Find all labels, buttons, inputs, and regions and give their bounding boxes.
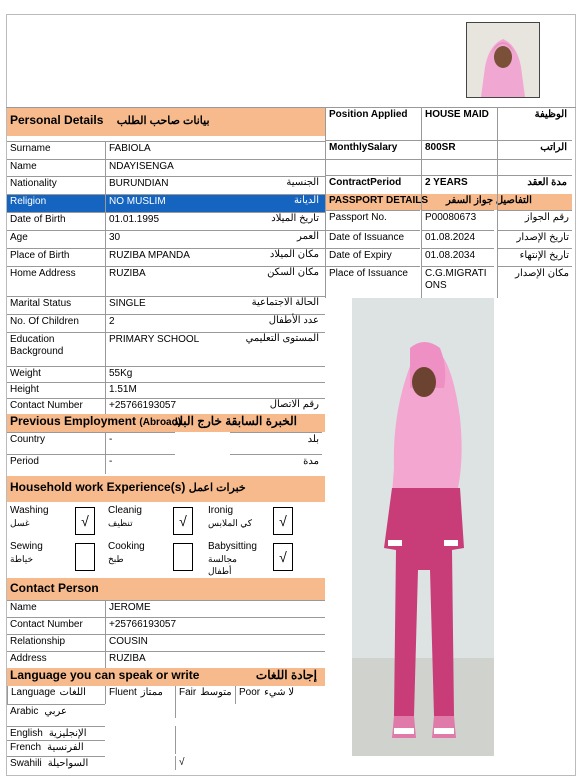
passport-row-label: Date of Issuance [326, 230, 420, 248]
passport-row-label: Passport No. [326, 210, 420, 230]
prev-employment-header [7, 414, 325, 432]
household-item-ar: طبخ [108, 554, 124, 564]
language-row-en: French [10, 742, 42, 753]
personal-header-label: Personal Details [10, 113, 104, 127]
position-applied-value: HOUSE MAID [425, 109, 489, 120]
language-col-en: Fair [179, 687, 197, 698]
personal-header-ar: بيانات صاحب الطلب [116, 115, 210, 127]
language-header [7, 668, 325, 686]
language-row-en: Swahili [10, 758, 42, 769]
personal-row-label: Nationality [7, 176, 105, 194]
personal-row-value: 30 [105, 230, 325, 248]
personal-row-label: No. Of Children [7, 314, 105, 332]
personal-row-value: 55Kg [105, 366, 325, 382]
language-row [7, 726, 105, 740]
position-applied-ar: الوظيفة [534, 109, 567, 120]
personal-row-label: Age [7, 230, 105, 248]
prev-employment-label: Previous Employment [10, 414, 137, 428]
passport-photo [466, 22, 540, 98]
passport-row-ar: تاريخ الإصدار [498, 230, 572, 248]
passport-row-label: Place of Issuance [326, 266, 420, 296]
prev-employment-ar: الخبرة السابقة خارج البلد [173, 414, 297, 428]
passport-row-value: 01.08.2034 [422, 248, 494, 266]
household-item-label: Sewing [10, 541, 43, 552]
contact-row-label: Address [7, 651, 105, 668]
personal-row-label: Contact Number [7, 398, 105, 414]
personal-row-value: BURUNDIAN [105, 176, 325, 194]
personal-row-value: NO MUSLIM [105, 194, 325, 212]
personal-row-value: FABIOLA [105, 141, 325, 159]
grid-divider [326, 159, 572, 160]
grid-divider [325, 108, 326, 298]
contact-row-value: COUSIN [105, 634, 325, 651]
personal-row-ar: الحالة الاجتماعية [251, 297, 319, 308]
household-item-ar: خياطة [10, 554, 34, 564]
personal-row-value: +25766193057 [105, 398, 325, 414]
language-mark [175, 704, 235, 718]
personal-row-ar: المستوى التعليمي [245, 333, 319, 344]
language-col-en: Language [11, 687, 56, 698]
language-col-header [235, 686, 325, 704]
passport-row-label: Date of Expiry [326, 248, 420, 266]
personal-row-value: SINGLE [105, 296, 325, 314]
personal-row-label: Height [7, 382, 105, 398]
language-col-en: Fluent [109, 687, 137, 698]
household-item-label: Babysitting [208, 541, 257, 552]
household-checkbox[interactable]: √ [173, 507, 193, 535]
household-item-label: Cooking [108, 541, 145, 552]
position-applied-label: Position Applied [329, 109, 408, 120]
grid-divider [421, 108, 422, 298]
personal-row-label: Name [7, 159, 105, 176]
language-col-ar: لا شيء [264, 687, 295, 698]
household-item-ar: غسل [10, 518, 30, 528]
language-col-ar: متوسط [200, 687, 232, 698]
prev-row-value: - [105, 432, 175, 454]
full-length-photo [352, 298, 494, 756]
contact-row-label: Relationship [7, 634, 105, 651]
personal-header [7, 108, 325, 136]
household-header [7, 476, 325, 502]
monthly-salary-label: MonthlySalary [329, 142, 398, 153]
contact-row-value: +25766193057 [105, 617, 325, 634]
language-row-en: Arabic [10, 706, 39, 717]
language-row [7, 704, 105, 726]
language-row [7, 740, 105, 754]
language-col-ar: اللغات [59, 687, 86, 698]
passport-row-ar: مكان الإصدار [498, 266, 572, 296]
household-checkbox[interactable]: √ [273, 507, 293, 535]
prev-row-label: Country [7, 432, 105, 454]
prev-row-ar: بلد [230, 432, 322, 454]
household-checkbox[interactable]: √ [273, 543, 293, 571]
personal-row-label: Surname [7, 141, 105, 159]
personal-row-label: Place of Birth [7, 248, 105, 266]
language-row [7, 756, 105, 770]
language-row-ar: عربي [44, 706, 67, 717]
personal-row-value: RUZIBA [105, 266, 325, 296]
language-header-ar: إجادة اللغات [255, 668, 317, 682]
household-item-label: Cleanig [108, 505, 142, 516]
personal-row-value: NDAYISENGA [105, 159, 325, 176]
personal-row-ar: الديانة [293, 195, 319, 206]
prev-row-label: Period [7, 454, 105, 474]
contract-period-value: 2 YEARS [425, 177, 468, 188]
contract-period-ar: مدة العقد [527, 177, 567, 188]
language-mark: √ [175, 756, 235, 770]
language-row-ar: الإنجليزية [48, 728, 87, 739]
household-header-ar: خبرات اعمل [188, 482, 246, 494]
language-row-ar: السواحيلة [47, 758, 89, 769]
personal-row-ar: رقم الاتصال [269, 399, 319, 410]
passport-row-ar: رقم الجواز [498, 210, 572, 230]
personal-row-value: 1.51M [105, 382, 325, 398]
language-header-label: Language you can speak or write [10, 668, 200, 682]
personal-row-ar: تاريخ الميلاد [271, 213, 319, 224]
language-col-header [7, 686, 105, 704]
grid-divider [326, 175, 572, 176]
passport-header-label: PASSPORT DETAILS [329, 195, 429, 206]
personal-row-label: Religion [7, 194, 105, 212]
contact-row-value: JEROME [105, 600, 325, 617]
personal-row-ar: مكان السكن [267, 267, 319, 278]
passport-row-value: 01.08.2024 [422, 230, 494, 248]
passport-header-ar: التفاصيل جواز السفر [446, 195, 532, 206]
language-row-ar: الفرنسية [47, 742, 84, 753]
language-mark [175, 726, 235, 740]
passport-row-ar: تاريخ الإنتهاء [498, 248, 572, 266]
language-col-ar: ممتاز [140, 687, 163, 698]
personal-row-label: Education Background [7, 332, 105, 366]
household-item-label: Washing [10, 505, 49, 516]
contract-period-label: ContractPeriod [329, 177, 402, 188]
household-checkbox[interactable] [173, 543, 193, 571]
contact-person-label: Contact Person [10, 581, 99, 595]
prev-employment-sub: (Abroad) [139, 417, 182, 428]
personal-row-value: 2 [105, 314, 325, 332]
language-col-header [105, 686, 175, 704]
passport-header [326, 194, 572, 210]
personal-row-label: Date of Birth [7, 212, 105, 230]
personal-row-label: Home Address [7, 266, 105, 296]
household-item-ar: كي الملابس [208, 518, 253, 528]
personal-row-value: RUZIBA MPANDA [105, 248, 325, 266]
personal-row-ar: العمر [297, 231, 319, 242]
passport-row-value: P00080673 [422, 210, 494, 230]
grid-divider [497, 108, 498, 298]
household-item-ar: مجالسة أطفال [208, 554, 237, 576]
passport-row-value: C.G.MIGRATIONS [422, 266, 494, 296]
prev-row-value: - [105, 454, 175, 474]
personal-row-label: Weight [7, 366, 105, 382]
household-header-label: Household work Experience(s) [10, 480, 186, 494]
monthly-salary-value: 800SR [425, 142, 456, 153]
personal-row-ar: عدد الأطفال [268, 315, 319, 326]
household-item-label: Ironig [208, 505, 234, 516]
household-checkbox[interactable]: √ [75, 507, 95, 535]
language-mark [175, 740, 235, 754]
grid-divider [326, 140, 572, 141]
prev-row-ar: مدة [230, 454, 322, 474]
personal-row-value: PRIMARY SCHOOL [105, 332, 325, 366]
contact-row-label: Contact Number [7, 617, 105, 634]
language-col-en: Poor [239, 687, 261, 698]
contact-person-header [7, 578, 325, 600]
personal-row-ar: الجنسية [286, 177, 319, 188]
contact-row-label: Name [7, 600, 105, 617]
personal-row-ar: مكان الميلاد [269, 249, 319, 260]
household-checkbox[interactable] [75, 543, 95, 571]
household-item-ar: تنظيف [108, 518, 133, 528]
contact-row-value: RUZIBA [105, 651, 325, 668]
language-col-header [175, 686, 235, 704]
personal-row-label: Marital Status [7, 296, 105, 314]
monthly-salary-ar: الراتب [540, 142, 567, 153]
personal-row-value: 01.01.1995 [105, 212, 325, 230]
language-row-en: English [10, 728, 43, 739]
